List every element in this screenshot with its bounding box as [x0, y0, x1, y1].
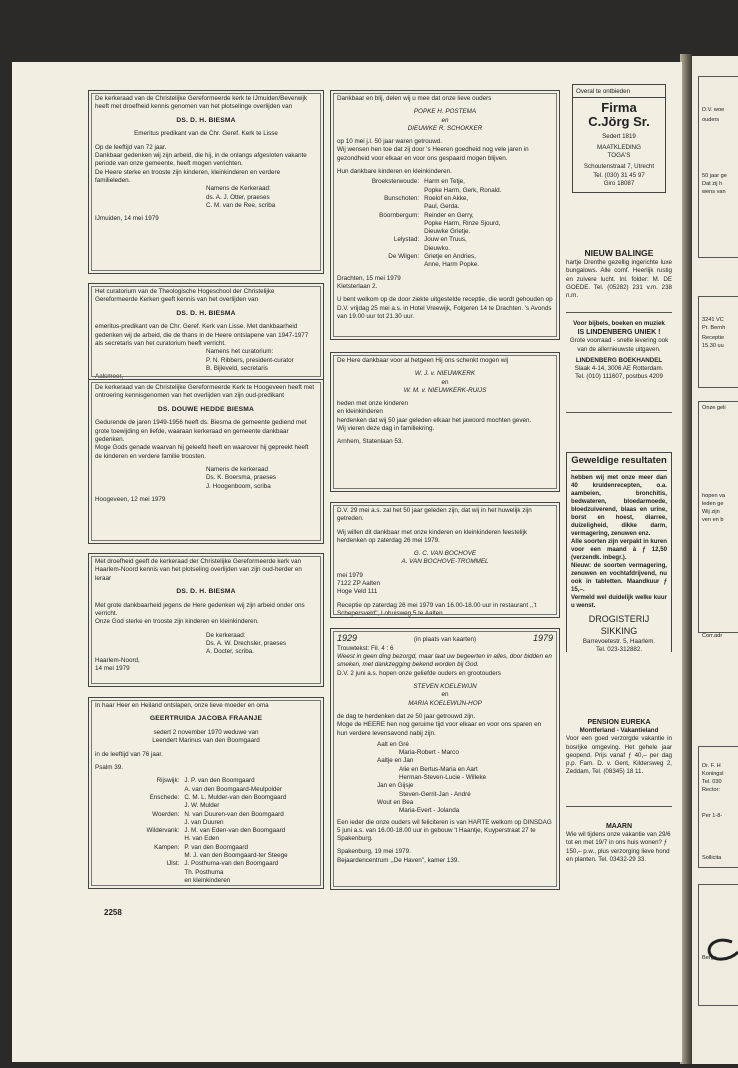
notice-body: Gedurende de jaren 1949-1956 heeft ds. Biesma de gemeente gediend met grote toewijding en liefde, waaraan kerkeraad en gemeente dankbaar gedenken. Moge Gods genade waarvan hij geleefd heeft en waarover hij gepreekt heeft de kinderen en verdere familie troosten. — [95, 419, 309, 460]
family-row — [95, 777, 317, 794]
anniversary-postema — [330, 90, 560, 340]
notice-title: Emeritus predikant van de Chr. Geref. Kerk te Lisse — [134, 130, 278, 138]
notice-reception: U bent welkom op de door ziekte uitgestelde receptie, die wordt gehouden op D.V. vrijdag 25 mei a.s. in Hotel Vreewijk, Folgeren 14 te Drachten. 's Avonds van 19.00 uur tot 21.30 uur. — [337, 296, 553, 320]
ad-text: Grote voorraad - snelle levering ook van de allernieuwste uitgaven. — [569, 337, 669, 353]
ad-text: hebben wij met onze meer dan 40 kruidenrecepten, o.a. aambeien, bronchitis, bedwateren, bloedarmoede, bloedzuiverend, blaas en urine, borst en hoest, diarree, duizeligheid, dikke darm, vermagering, zenuwen enz. — [571, 473, 667, 538]
bible-verse: Weest in geen ding bezorgd, maar laat uw begeerten in alles, door bidden en smeken, met dankzegging bekend worden bij God. — [337, 653, 552, 669]
ad-name: LINDENBERG BOEKHANDEL — [575, 356, 663, 364]
notice-name: A. VAN BOCHOVE-TROMMEL — [401, 558, 489, 566]
notice-reception: Receptie op zaterdag 26 mei 1979 van 16.00-18.00 uur in restaurant ,,'t Schepersveld'', Lohuisweg 5 te Aalten. — [337, 601, 537, 617]
family-place: Rijswijk: — [156, 777, 180, 785]
ad-text: Alle soorten zijn verpakt in kuren voor een maand à ƒ 12,50 (verzendk. inbegr.). — [571, 538, 667, 562]
ad-name-line1: DROGISTERIJ — [588, 614, 650, 625]
notice-name: DS. DOUWE HEDDE BIESMA — [157, 405, 255, 413]
family-persons: J. P. van den Boomgaard A. van den Boomgaard-Meulpolder — [184, 777, 283, 793]
right-page-snippet: Pr. Bernh — [702, 325, 726, 331]
notice-place-date: Drachten, 15 mei 1979 Kletsterlaan 2. — [337, 274, 401, 290]
notice-name: DS. D. H. BIESMA — [176, 309, 236, 317]
family-persons: Roelof en Akke, Paul, Gerda. — [424, 194, 469, 211]
child-pair: Wout en Bea — [377, 798, 414, 806]
children-list — [377, 741, 553, 816]
notice-name: W. J. v. NIEUWKERK — [414, 370, 476, 378]
right-page-snippet: leden ge — [702, 501, 724, 507]
ad-divider — [566, 312, 672, 313]
ad-lindenberg — [566, 320, 672, 405]
right-page-snippet: Koningsl — [702, 771, 724, 777]
notice-name: STEVEN KOELEWIJN — [413, 683, 477, 691]
right-page-snippet: ouders — [702, 117, 720, 123]
notice-signature: De kerkeraad: Ds. A. W. Drechsler, praeses A. Docter, scriba. — [206, 631, 287, 656]
right-page-snippet: Onze geli — [702, 405, 726, 411]
notice-body: Met grote dankbaarheid jegens de Here gedenken wij zijn arbeid onder ons verricht. Onze God sterke en trooste zijn kinderen en kleinkinderen. — [95, 601, 305, 626]
notice-body: de dag te herdenken dat ze 50 jaar getrouwd zijn. Moge de HEERE hen nog geruime tijd voor elkaar en voor ons sparen en hun verdere levensavond nabij zijn. — [337, 712, 542, 737]
notice-place: Spakenburg, 19 mei 1979. Bejaardencentrum ,,De Haven'', kamer 139. — [337, 848, 460, 864]
death-notice-hoogeveen — [88, 379, 324, 544]
ad-pension-eureka — [566, 718, 672, 798]
death-notice-curatorium — [88, 283, 324, 380]
family-persons: C. M. L. Mulder-van den Boomgaard J. W. Mulder — [184, 793, 287, 810]
family-row — [95, 827, 317, 844]
notice-intro: De kerkeraad van de Christelijke Gereformeerde kerk te IJmuiden/Beverwijk heeft met droefheid kennis genomen van het plotselinge overlijden van — [95, 95, 308, 111]
right-page-snippet: Sollicita — [702, 855, 722, 861]
death-notice-fraanje — [88, 697, 324, 889]
ad-divider — [566, 412, 672, 413]
ad-text: Wie wil tijdens onze vakantie van 29/6 tot en met 19/7 in ons huis wonen? ƒ 150,– p.w., plus verzorging lieve hond en planten. Tel. 03432-29 33. — [566, 831, 671, 863]
family-persons: Grietje en Andries, Anne, Harm Popke. — [424, 253, 480, 269]
notice-place-date: Haarlem-Noord, 14 mei 1979 — [95, 656, 140, 672]
right-page-snippet: Tel. 030 — [702, 779, 722, 785]
ad-subtitle: Montferland - Vakantieland — [579, 727, 659, 735]
right-page-snippet: hopen va — [702, 493, 726, 499]
ad-jorg — [566, 84, 672, 234]
notice-name: DIEUWKE R. SCHOKKER — [407, 124, 483, 132]
child-pair: Aaltje en Jan — [377, 757, 414, 765]
notice-intro: Met droefheid geeft de kerkeraad der Christelijke Gereformeerde kerk van Haarlem-Noord kennis van het plotseling overlijden van zijn oud-herder en leraar — [95, 558, 302, 582]
family-place: Bunschoten: — [384, 194, 420, 202]
year-left: 1929 — [337, 633, 358, 643]
right-page-snippet: Wij zijn — [702, 509, 720, 515]
ad-line2: TOGA'S — [607, 152, 631, 160]
right-page-snippet: 50 jaar ge — [702, 173, 727, 179]
family-persons: J. Posthuma-van den Boomgaard Th. Posthuma en kleinkinderen — [184, 860, 279, 884]
right-page-snippet: Dr. F. H — [702, 763, 721, 769]
right-page-snippet: Bergs — [702, 955, 717, 961]
card-note: (in plaats van kaarten) — [413, 636, 477, 643]
ad-sikking — [566, 452, 672, 652]
family-place: Wildervank: — [146, 827, 180, 835]
family-row — [95, 844, 317, 861]
ad-address: Barrevoetestr. 5, Haarlem. Tel. 023-312882. — [582, 638, 656, 652]
ad-text: hartje Drenthe gezellig ingerichte luxe bungalows. Alle comf. Heerlijk rustig en zuivere lucht. Inl. folder: M. DE GOEDE. Tel. (05282) 231 v.m. 238 n.m. — [566, 259, 672, 299]
notice-psalm: Psalm 39. — [95, 764, 123, 772]
notice-name: G. C. VAN BOCHOVE — [413, 550, 477, 558]
family-row — [95, 794, 317, 811]
right-page-snippet: D.V. woe — [702, 107, 725, 113]
ad-since: Sedert 1819 — [602, 132, 636, 140]
notice-body: Op de leeftijd van 72 jaar. Dankbaar gedenken wij zijn arbeid, die hij, in de onlangs afgesloten vakante periode van onze gemeente, heeft mogen verrichten. De Heere sterke en trooste zijn kinderen, kleinkinderen en verdere familieleden. — [95, 143, 307, 184]
notice-name: W. M. v. NIEUWKERK-RUIJS — [403, 386, 487, 394]
ad-title: IS LINDENBERG UNIEK ! — [577, 329, 661, 337]
notice-signature: Namens de kerkeraad Ds. K. Boersma, praeses J. Hoogenboom, scriba — [206, 465, 276, 490]
family-place: Kampen: — [154, 843, 180, 851]
family-persons: P. van den Boomgaard M. J. van den Boomgaard-ter Steege — [184, 843, 288, 859]
ad-text: Nieuw: de soorten vermagering, zenuwen en vochtafdrijvend, nu ook in tabletten. Maandkuur ƒ 15,–. — [571, 562, 667, 594]
right-page-snippet: 15.30 uu — [702, 343, 724, 349]
family-row — [337, 236, 553, 253]
notice-name: GEERTRUIDA JACOBA FRAANJE — [149, 715, 263, 723]
notice-name: DS. D. H. BIESMA — [176, 587, 236, 595]
notice-body: Wij willen dit dankbaar met onze kinderen en kleinkinderen feestelijk herdenken op zaterdag 26 mei 1979. — [337, 528, 528, 544]
notice-place-date: Hoogeveen, 12 mei 1979 — [95, 495, 166, 503]
ad-text: Voor een goed verzorgde vakantie in bosrijke omgeving. Het gehele jaar geopend. Prijs vanaf ƒ 40,– per dag p.p. Fam. D. v. Gent, Kildersweg 2, Zeddam, Tel. (08345) 18 11. — [566, 735, 672, 776]
notice-intro: D.V. 2 juni a.s. hopen onze geliefde ouders en grootouders — [337, 669, 501, 677]
death-notice-haarlem — [88, 553, 324, 687]
child-pair: Jan en Gijsje — [377, 782, 414, 790]
ad-nieuw-balinge — [566, 248, 672, 308]
ad-name-line2: SIKKING — [600, 626, 638, 637]
family-list — [95, 777, 317, 885]
family-row — [95, 811, 317, 828]
page-number: 2258 — [104, 908, 122, 917]
notice-intro: De Here dankbaar voor al hetgeen Hij ons schenkt mogen wij — [337, 357, 509, 364]
family-place: Broeksterwoude: — [371, 178, 420, 186]
right-page-snippet: Dat zij h — [702, 181, 723, 187]
family-place: De Wilgen: — [388, 253, 420, 261]
family-persons: N. van Duuren-van den Boomgaard J. van Duuren — [184, 810, 284, 826]
family-list — [337, 178, 553, 269]
family-row — [337, 212, 553, 237]
grandchildren: Alie en Bertus-Maria en Aart Herman-Steven-Lucie - Willeke — [399, 765, 487, 782]
notice-and: en — [441, 116, 449, 124]
family-persons: Reinder en Gerry, Popke Harm, Rinze Sjourd, Dieuwke Grietje. — [424, 211, 501, 236]
ad-tagline: Overal te ontbieden — [573, 87, 665, 98]
notice-closing: Een ieder die onze ouders wil feliciteren is van HARTE welkom op DINSDAG 5 juni a.s. van 16.00-18.00 uur in gebouw 't Haantje, Kuyperstraat 27 te Spakenburg. — [337, 818, 552, 843]
family-place: IJlst: — [166, 860, 180, 868]
family-row — [95, 860, 317, 885]
family-persons: J. M. van Eden-van den Boomgaard H. van Eden — [184, 827, 286, 843]
right-page-snippet: Corr.adr — [702, 633, 723, 639]
ad-maarn — [566, 822, 672, 882]
family-place: Boornbergum: — [379, 211, 420, 219]
notice-subtitle: sedert 2 november 1970 weduwe van Leendert Marinus van den Boomgaard — [152, 729, 260, 745]
wedding-text: Trouwtekst: Fil. 4 : 6 — [337, 644, 394, 652]
family-row — [337, 253, 553, 270]
ad-heading: Voor bijbels, boeken en muziek — [573, 320, 665, 327]
notice-and: en — [441, 378, 449, 386]
ad-title: PENSION EUREKA — [587, 719, 651, 726]
grandchildren: Maria-Evert - Jolanda — [399, 807, 460, 815]
ad-address: Schoutenstraat 7, Utrecht Tel. (030) 31 45 97 Giro 18087 — [583, 163, 655, 187]
ad-title: Geweldige resultaten — [571, 456, 667, 471]
notice-body: op 10 mei j.l. 50 jaar waren getrouwd. Wij wensen hen toe dat zij door 's Heeren goedheid nog vele jaren in gezondheid voor elkaar en voor ons gespaard mogen blijven. — [337, 138, 529, 162]
right-page-snippet: Receptie — [702, 335, 725, 341]
notice-intro: D.V. 29 mei a.s. zal het 50 jaar geleden zijn, dat wij in het huwelijk zijn getreden. — [337, 507, 532, 523]
right-page-snippet: ven en b — [702, 517, 724, 523]
notice-signature: Namens de Kerkeraad: ds. A. J. Otter, praeses C. M. van de Ree, scriba — [206, 185, 276, 209]
right-page-snippet: wens van — [702, 189, 726, 195]
notice-place-date: IJmuiden, 14 mei 1979 — [95, 215, 159, 223]
child-pair: Aalt en Gré — [377, 740, 409, 748]
notice-intro: Het curatorium van de Theologische Hogeschool der Christelijke Gereformeerde Kerken geeft kennis van het overlijden van — [95, 288, 275, 304]
ad-name-line2: C.Jörg Sr. — [588, 114, 650, 130]
notice-name: POPKE H. POSTEMA — [413, 108, 477, 116]
family-place: Lelystad: — [393, 236, 420, 244]
notice-body: heden met onze kinderen en kleinkinderen herdenken dat wij 50 jaar geleden elkaar het jawoord mochten geven. Wij vieren deze dag in familiekring. — [337, 400, 532, 433]
anniversary-bochove — [330, 502, 560, 618]
ad-line1: MAATKLEDING — [597, 143, 641, 151]
notice-signature: Namens het curatorium: P. N. Ribbers, president-curator B. Bijleveld, secretaris — [206, 348, 294, 372]
year-right: 1979 — [532, 633, 553, 643]
death-notice-ijmuiden — [88, 90, 324, 274]
ad-title: MAARN — [605, 823, 633, 830]
family-persons: Harm en Tetje, Popke Harm, Gerk, Ronald. — [424, 178, 502, 194]
right-page-snippet: Per 1-8- — [702, 813, 723, 819]
notice-address: mei 1979 7122 ZP Aalten Hoge Veld 111 — [337, 571, 380, 596]
grandchildren: Steven-Gerrit-Jan - André — [399, 790, 471, 798]
anniversary-nieuwkerk — [330, 352, 560, 492]
ad-address: Slaak 4-14, 3006 AE Rotterdam. Tel. (010) 111607, postbus 4209 — [574, 364, 664, 381]
anniversary-koelewijn — [330, 628, 560, 890]
notice-name: DS. D. H. BIESMA — [176, 116, 236, 124]
family-row — [337, 178, 553, 195]
family-place: Enschede: — [149, 793, 180, 801]
page-right-partial — [692, 56, 738, 1064]
family-row — [337, 195, 553, 212]
notice-name: MARIA KOELEWIJN-HOP — [408, 699, 482, 707]
family-place: Woerden: — [152, 810, 180, 818]
notice-intro: De kerkeraad van de Christelijke Gereformeerde Kerk te Hoogeveen heeft met ontroering kennisgenomen van het overlijden van zijn oud-predikant — [95, 384, 315, 400]
notice-intro: Dankbaar en blij, delen wij u mee dat onze lieve ouders — [337, 95, 492, 102]
ad-title: NIEUW BALINGE — [584, 248, 654, 258]
notice-intro: In haar Heer en Heiland ontslapen, onze lieve moeder en oma — [95, 702, 269, 709]
notice-and: en — [441, 691, 449, 699]
grandchildren: Maria-Robert - Marco — [399, 749, 459, 757]
ad-text: Vermeld wel duidelijk welke kuur u wenst. — [571, 594, 667, 610]
ad-divider — [566, 806, 672, 807]
notice-body: emeritus-predikant van de Chr. Geref. Kerk van Lisse. Met dankbaarheid gedenken wij de arbeid, die de thans in de Heere ontslapene van 1947-1977 als secretaris van het curatorium heeft verricht. — [95, 323, 309, 348]
notice-age: in de leeftijd van 76 jaar. — [95, 750, 163, 758]
notice-thanks: Hun dankbare kinderen en kleinkinderen. — [337, 168, 452, 176]
notice-place: Arnhem, Statenlaan 53. — [337, 438, 404, 446]
notice-place-date: Aalsmeer, — [95, 373, 123, 380]
ad-name-line1: Firma — [601, 100, 637, 116]
family-persons: Jouw en Truus, Dieuwko. — [424, 236, 467, 252]
right-page-snippet: 3241 VC — [702, 317, 724, 323]
right-page-snippet: Rector: — [702, 787, 721, 793]
